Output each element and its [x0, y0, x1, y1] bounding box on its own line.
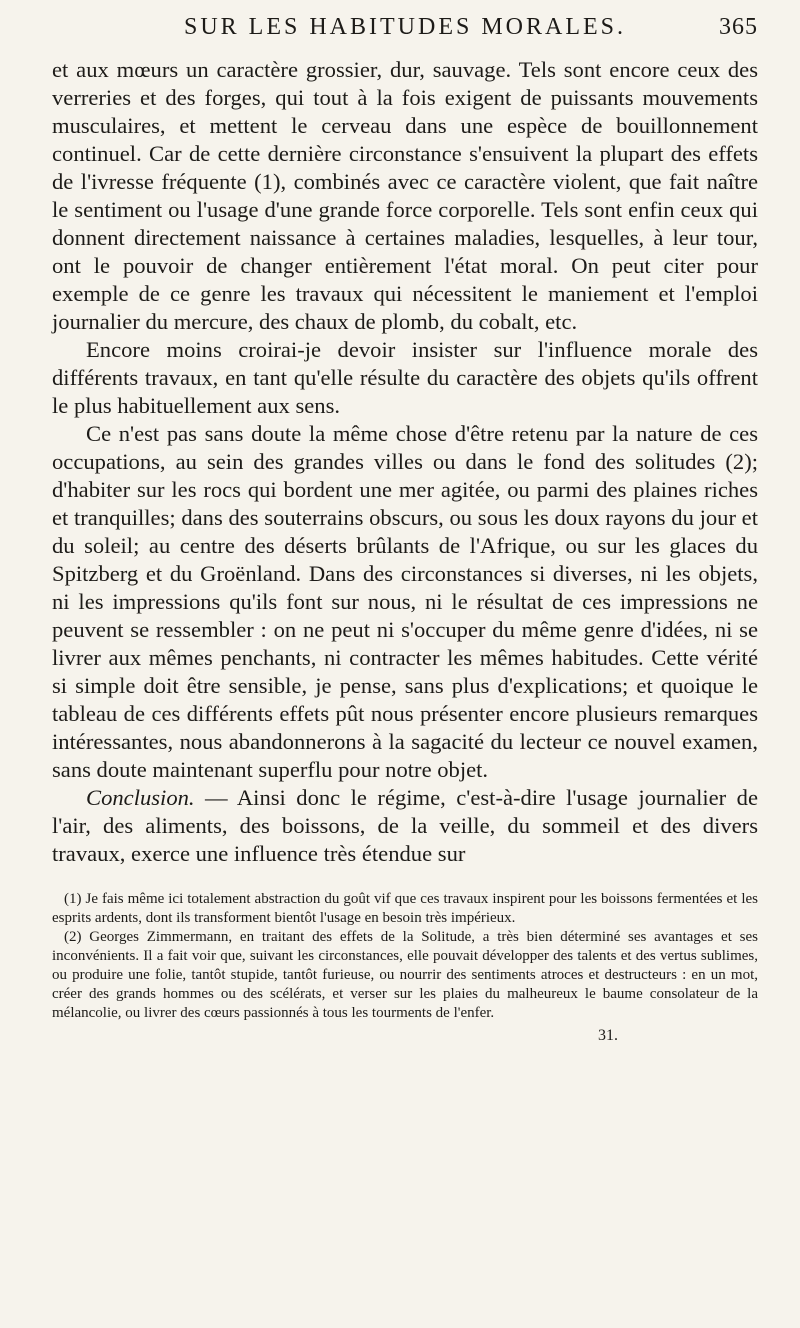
paragraph-conclusion	[52, 784, 758, 868]
page-header	[52, 14, 758, 56]
footnote-2: (2) Georges Zimmermann, en traitant des effets de la Solitude, a très bien déterminé ses avantages et ses inconvénients. Il a fait voir que, suivant les circonstances, elle pouvait développer des talents et des vertus sublimes, ou produire une folie, tantôt stupide, tantôt furieuse, ou nourrir des sentiments atroces et destructeurs : en un mot, créer des grands hommes ou des scélérats, et verser sur les plaies du malheureux le baume consolateur de la mélancolie, ou livrer des cœurs passionnés à tous les tourments de l'enfer.	[52, 929, 758, 1021]
footnotes	[52, 890, 758, 1047]
conclusion-text: — Ainsi donc le régime, c'est-à-dire l'usage journalier de l'air, des aliments, des boissons, de la veille, du sommeil et des divers travaux, exerce une influence très étendue sur	[52, 785, 758, 866]
running-head: SUR LES HABITUDES MORALES.	[183, 14, 627, 40]
book-page	[52, 14, 758, 1047]
signature-mark: 31.	[598, 1027, 618, 1044]
body-text	[52, 56, 758, 868]
conclusion-label: Conclusion.	[86, 785, 195, 810]
paragraph-1: et aux mœurs un caractère grossier, dur, sauvage. Tels sont encore ceux des verreries et des forges, qui tout à la fois exigent de puissants mouvements musculaires, et mettent le cerveau dans une espèce de bouillonnement continuel. Car de cette dernière circonstance s'ensuivent la plupart des effets de l'ivresse fréquente (1), combinés avec ce caractère violent, que fait naître le sentiment ou l'usage d'une grande force corporelle. Tels sont enfin ceux qui donnent directement naissance à certaines maladies, lesquelles, à leur tour, ont le pouvoir de changer entièrement l'état moral. On peut citer pour exemple de ce genre les travaux qui nécessitent le maniement et l'emploi journalier du mercure, des chaux de plomb, du cobalt, etc.	[52, 57, 758, 334]
paragraph-3: Ce n'est pas sans doute la même chose d'être retenu par la nature de ces occupations, au sein des grandes villes ou dans le fond des solitudes (2); d'habiter sur les rocs qui bordent une mer agitée, ou parmi des plaines riches et tranquilles; dans des souterrains obscurs, ou sous les doux rayons du jour et du soleil; au centre des déserts brûlants de l'Afrique, ou sur les glaces du Spitzberg et du Groënland. Dans des circonstances si diverses, ni les objets, ni les impressions qu'ils font sur nous, ni le résultat de ces impressions ne peuvent se ressembler : on ne peut ni s'occuper du même genre d'idées, ni se livrer aux mêmes penchants, ni contracter les mêmes habitudes. Cette vérité si simple doit être sensible, je pense, sans plus d'explications; et quoique le tableau de ces différents effets pût nous présenter encore plusieurs remarques intéressantes, nous abandonnerons à la sagacité du lecteur ce nouvel examen, sans doute maintenant superflu pour notre objet.	[52, 421, 758, 782]
paragraph-2: Encore moins croirai-je devoir insister sur l'influence morale des différents travaux, en tant qu'elle résulte du caractère des objets qu'ils offrent le plus habituellement aux sens.	[52, 337, 758, 418]
page-number: 365	[719, 14, 758, 40]
footnote-1: (1) Je fais même ici totalement abstraction du goût vif que ces travaux inspirent pour les boissons fermentées et les esprits ardents, dont ils transforment bientôt l'usage en besoin très impérieux.	[52, 891, 758, 926]
